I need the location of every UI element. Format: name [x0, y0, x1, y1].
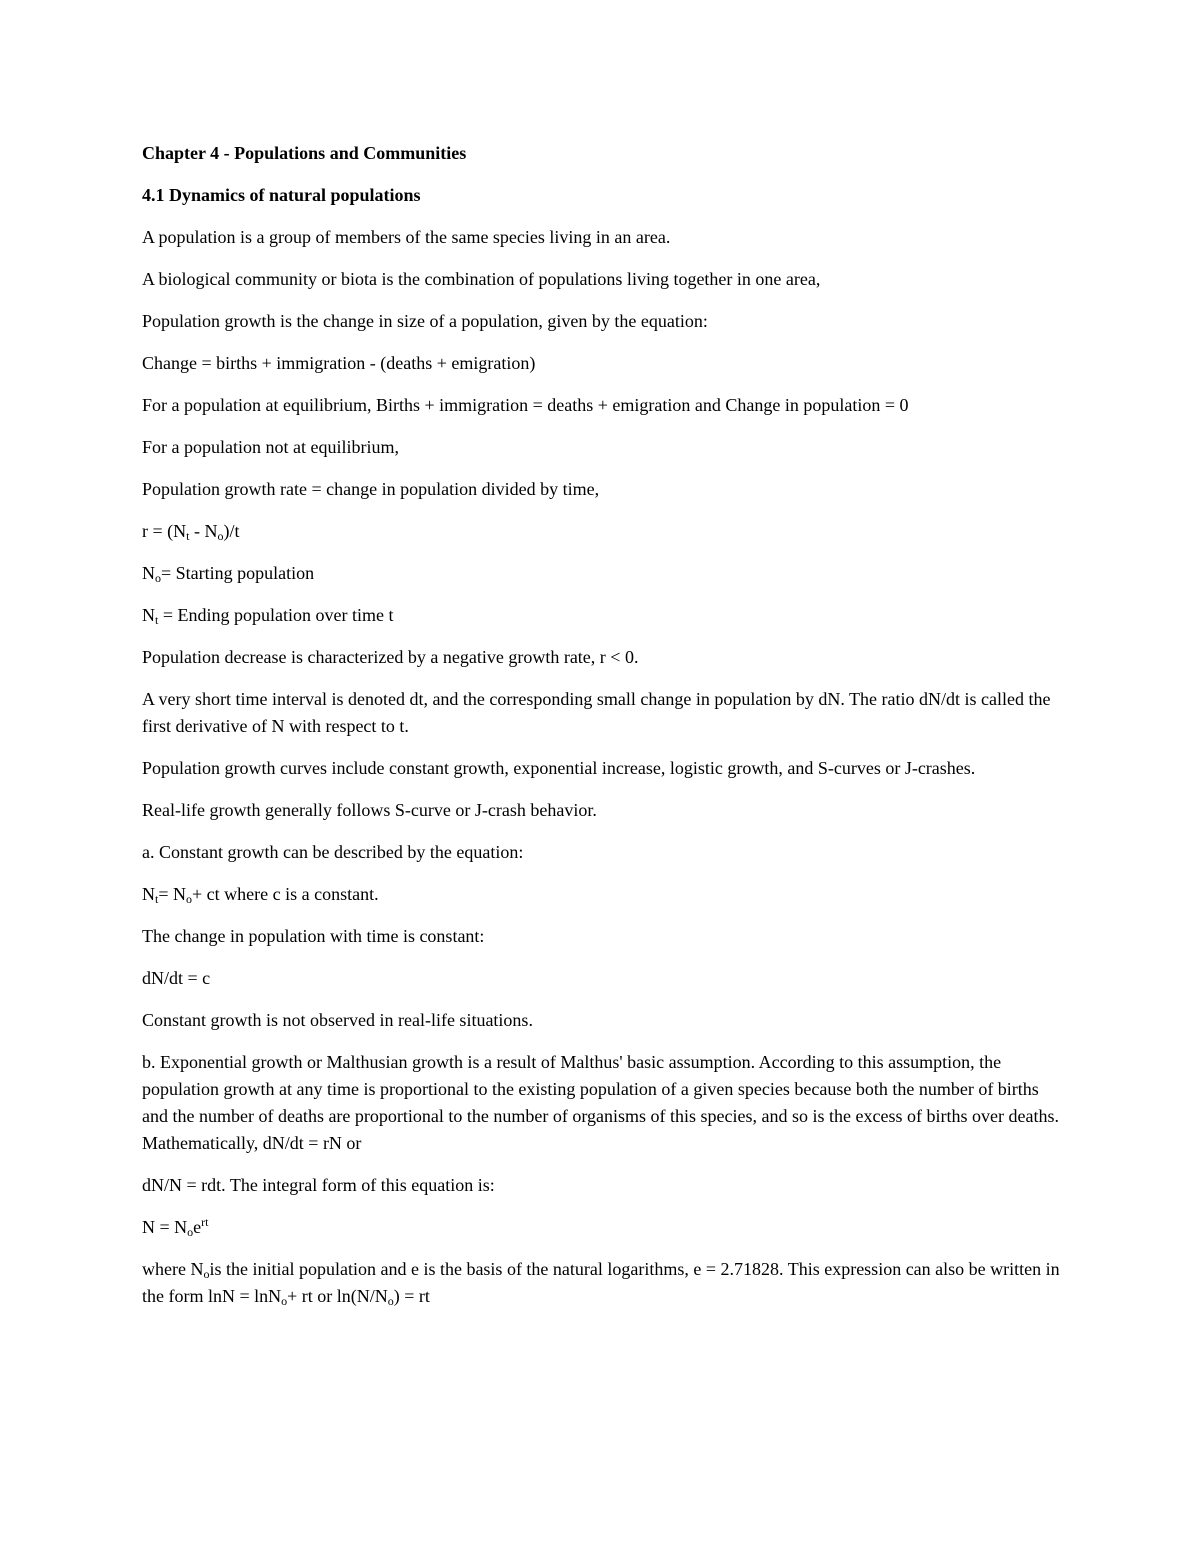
equation-derivative-constant: dN/dt = c: [142, 968, 211, 988]
paragraph-growth-curves: Population growth curves include constant growth, exponential increase, logistic growth, and S-curves or J-crashes.: [142, 758, 976, 778]
equation-constant-growth: $N_t= N_o+$ ct where c is a constant.: [142, 884, 379, 906]
definition-starting-population: $N_o=$ Starting population: [142, 563, 315, 585]
paragraph-constant-not-observed: Constant growth is not observed in real-life situations.: [142, 1010, 533, 1030]
equation-change: Change = births + immigration - (deaths + emigration): [142, 353, 536, 373]
paragraph-population-definition: A population is a group of members of the same species living in an area.: [142, 227, 671, 247]
paragraph-integral-form: dN/N = rdt. The integral form of this equation is:: [142, 1175, 495, 1195]
paragraph-real-life-growth: Real-life growth generally follows S-curve or J-crash behavior.: [142, 800, 597, 820]
section-title: 4.1 Dynamics of natural populations: [142, 185, 421, 205]
paragraph-exponential-growth: b. Exponential growth or Malthusian growth is a result of Malthus' basic assumption. According to this assumption, the population growth at any time is proportional to the existing population of a given species because both the number of births and the number of deaths are proportional to the number of organisms of this species, and so is the excess of births over deaths. Mathematically, dN/dt = rN or: [142, 1052, 1059, 1153]
paragraph-growth-rate: Population growth rate = change in population divided by time,: [142, 479, 600, 499]
paragraph-natural-logarithm: where $N_ois$ the initial population and e is the basis of the natural logarithms, e = 2.71828. This expression can also be written in the form lnN = lnN$_o$+ rt or $\ln(N/N_o)$ = rt: [142, 1259, 1060, 1308]
definition-ending-population: $N_t$ = Ending population over time t: [142, 605, 394, 627]
paragraph-derivative: A very short time interval is denoted dt, and the corresponding small change in population by dN. The ratio dN/dt is called the first derivative of N with respect to t.: [142, 689, 1051, 736]
equation-exponential: $N = N_oe^{rt}$: [142, 1215, 209, 1239]
paragraph-community-definition: A biological community or biota is the combination of populations living together in one area,: [142, 269, 821, 289]
paragraph-not-equilibrium: For a population not at equilibrium,: [142, 437, 399, 457]
paragraph-constant-change: The change in population with time is constant:: [142, 926, 485, 946]
paragraph-population-decrease: Population decrease is characterized by a negative growth rate, r < 0.: [142, 647, 639, 667]
chapter-title: Chapter 4 - Populations and Communities: [142, 143, 467, 163]
paragraph-growth-definition: Population growth is the change in size of a population, given by the equation:: [142, 311, 708, 331]
equation-growth-rate: $r = (N_t - N_o)/t$: [142, 521, 240, 543]
document-body: [142, 140, 1062, 1325]
paragraph-equilibrium: For a population at equilibrium, Births + immigration = deaths + emigration and Change in population = 0: [142, 395, 909, 415]
paragraph-constant-growth: a. Constant growth can be described by the equation:: [142, 842, 524, 862]
